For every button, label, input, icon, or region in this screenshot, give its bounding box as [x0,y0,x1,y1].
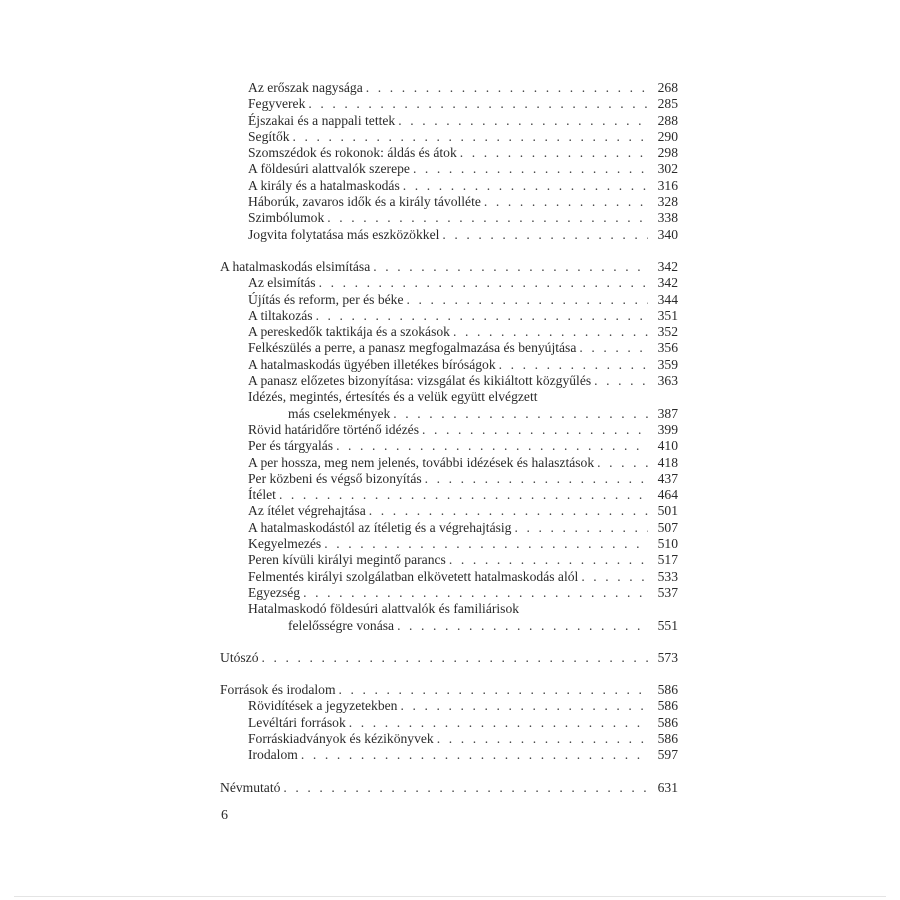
toc-entry [220,194,678,210]
toc-entry-page: 363 [657,373,678,389]
toc-entry-title: Utószó [220,649,259,665]
toc-entry-title-line1: Hatalmaskodó földesúri alattvalók és familiárisok [248,601,520,617]
dot-leader [597,455,648,471]
toc-entry-title: Per közbeni és végső bizonyítás [248,470,422,486]
toc-entry [248,406,678,422]
dot-leader [324,536,648,552]
toc-entry [220,569,678,585]
toc-entry-title: más cselekmények [288,405,391,421]
toc-entry [220,650,678,666]
toc-entry-title: Levéltári források [248,714,346,730]
toc-entry-title: Az ítélet végrehajtása [248,503,366,519]
toc-entry-title: Jogvita folytatása más eszközökkel [248,226,440,242]
toc-entry-title: Szomszédok és rokonok: áldás és átok [248,145,457,161]
toc-entry-page: 351 [657,307,678,323]
toc-entry-title: A pereskedők taktikája és a szokások [248,324,450,340]
toc-entry-page: 352 [657,324,678,340]
toc-entry [220,357,678,373]
toc-entry-page: 597 [657,747,678,763]
toc-entry-page: 290 [657,128,678,144]
toc-entry [220,731,678,747]
toc-entry [220,292,678,308]
dot-leader [594,373,648,389]
toc-section [220,682,678,763]
toc-entry-title: A király és a hatalmaskodás [248,177,400,193]
toc-entry [220,113,678,129]
toc-entry [220,96,678,112]
toc-entry [220,80,678,96]
toc-entry-page: 356 [657,340,678,356]
toc-entry-title: Fegyverek [248,96,306,112]
dot-leader [373,259,648,275]
toc-entry [220,503,678,519]
toc-entry-page: 501 [657,503,678,519]
dot-leader [413,161,648,177]
dot-leader [449,552,648,568]
toc-entry-title: Háborúk, zavaros idők és a király távolléte [248,194,481,210]
dot-leader [393,406,648,422]
toc-entry-title: A földesúri alattvalók szerepe [248,161,410,177]
toc-entry-page: 410 [657,438,678,454]
toc-entry-title: Ítélet [248,487,276,503]
toc-entry-title: A hatalmaskodás ügyében illetékes bíróságok [248,356,496,372]
dot-leader [425,471,648,487]
toc-entry-page: 517 [657,552,678,568]
dot-leader [369,503,648,519]
toc-entry-title: Forráskiadványok és kézikönyvek [248,730,434,746]
dot-leader [403,178,648,194]
dot-leader [327,210,648,226]
dot-leader [460,145,648,161]
toc-entry-page: 551 [657,617,678,633]
toc-entry-title: Per és tárgyalás [248,438,334,454]
toc-entry-page: 533 [657,568,678,584]
toc-section [220,80,678,243]
toc-section [220,259,678,634]
toc-entry [220,210,678,226]
toc-entry [220,161,678,177]
dot-leader [400,698,648,714]
toc-entry-title: Rövid határidőre történő idézés [248,421,419,437]
toc-entry-page: 298 [657,145,678,161]
toc-entry-page: 631 [657,779,678,795]
toc-entry [220,682,678,698]
toc-entry [220,520,678,536]
dot-leader [283,780,648,796]
toc-entry-multiline [220,601,678,634]
toc-entry-title: Újítás és reform, per és béke [248,291,404,307]
toc-entry [220,422,678,438]
toc-entry-title: Felmentés királyi szolgálatban elkövetett hatalmaskodás alól [248,568,579,584]
toc-entry [220,487,678,503]
toc-entry-page: 338 [657,210,678,226]
toc-entry-page: 342 [657,258,678,274]
toc-entry [220,227,678,243]
table-of-contents [220,80,678,796]
dot-leader [262,650,648,666]
toc-entry [220,129,678,145]
toc-entry-page: 344 [657,291,678,307]
page-edge-divider [14,896,886,897]
toc-entry-title: A per hossza, meg nem jelenés, további idézések és halasztások [248,454,595,470]
toc-section [220,650,678,666]
toc-entry [220,145,678,161]
toc-entry [220,585,678,601]
toc-entry-title: Az erőszak nagysága [248,80,363,95]
dot-leader [293,129,648,145]
toc-entry [220,308,678,324]
toc-entry-title: Rövidítések a jegyzetekben [248,698,398,714]
toc-entry-title: A panasz előzetes bizonyítása: vizsgálat és kikiáltott közgyűlés [248,373,592,389]
toc-entry [248,618,678,634]
toc-entry [220,747,678,763]
toc-entry-page: 316 [657,177,678,193]
dot-leader [453,324,648,340]
toc-entry [220,178,678,194]
toc-entry [220,373,678,389]
toc-entry-title: Források és irodalom [220,682,336,698]
toc-entry-page: 586 [657,714,678,730]
toc-entry [220,715,678,731]
toc-entry-title: A hatalmaskodástól az ítéletig és a végrehajtásig [248,519,512,535]
toc-entry-page: 437 [657,470,678,486]
dot-leader [484,194,648,210]
dot-leader [336,438,648,454]
toc-entry [220,780,678,796]
toc-entry-page: 399 [657,421,678,437]
toc-entry [220,455,678,471]
toc-entry-page: 285 [657,96,678,112]
dot-leader [308,96,648,112]
dot-leader [442,227,648,243]
toc-entry [220,340,678,356]
page-number: 6 [221,808,228,823]
toc-entry [220,275,678,291]
dot-leader [339,682,648,698]
toc-entry-title: Segítők [248,128,290,144]
toc-entry-title: Kegyelmezés [248,536,322,552]
toc-entry-title: Peren kívüli királyi megintő parancs [248,552,446,568]
dot-leader [437,731,648,747]
dot-leader [499,357,648,373]
toc-entry-title-line1: Idézés, megintés, értesítés és a velük együtt elvégzett [248,389,538,405]
dot-leader [301,747,648,763]
dot-leader [581,569,648,585]
toc-entry-title: A tiltakozás [248,307,313,323]
toc-entry-title: Felkészülés a perre, a panasz megfogalmazása és benyújtása [248,340,577,356]
toc-entry-multiline [220,389,678,422]
dot-leader [366,80,648,96]
dot-leader [514,520,648,536]
dot-leader [422,422,648,438]
toc-entry [220,698,678,714]
toc-entry-page: 288 [657,112,678,128]
toc-entry-page: 507 [657,519,678,535]
toc-entry [220,536,678,552]
toc-entry-page: 328 [657,194,678,210]
toc-entry-title: Az elsimítás [248,275,316,291]
toc-entry-title: Éjszakai és a nappali tettek [248,112,396,128]
toc-entry-title: Névmutató [220,779,281,795]
toc-entry-page: 387 [657,405,678,421]
dot-leader [349,715,648,731]
dot-leader [279,487,648,503]
toc-entry-title: Egyezség [248,584,301,600]
toc-entry [220,438,678,454]
toc-entry-title: Szimbólumok [248,210,325,226]
toc-entry-page: 586 [657,698,678,714]
toc-entry [220,259,678,275]
dot-leader [407,292,648,308]
toc-entry-page: 359 [657,356,678,372]
toc-entry-page: 268 [657,80,678,95]
toc-entry [220,324,678,340]
toc-entry-title: Irodalom [248,747,298,763]
toc-entry-title: A hatalmaskodás elsimítása [220,258,371,274]
toc-entry [220,471,678,487]
toc-entry-page: 510 [657,536,678,552]
dot-leader [319,275,648,291]
toc-entry-page: 586 [657,682,678,698]
dot-leader [303,585,648,601]
toc-entry-page: 302 [657,161,678,177]
toc-entry-page: 537 [657,584,678,600]
toc-entry-page: 342 [657,275,678,291]
toc-section [220,780,678,796]
dot-leader [579,340,648,356]
toc-entry-page: 464 [657,487,678,503]
dot-leader [316,308,648,324]
toc-entry-title: felelősségre vonása [288,617,395,633]
toc-entry-page: 573 [657,649,678,665]
toc-entry-page: 340 [657,226,678,242]
dot-leader [398,113,648,129]
dot-leader [397,618,648,634]
toc-entry [220,552,678,568]
toc-entry-page: 586 [657,730,678,746]
toc-entry-page: 418 [657,454,678,470]
